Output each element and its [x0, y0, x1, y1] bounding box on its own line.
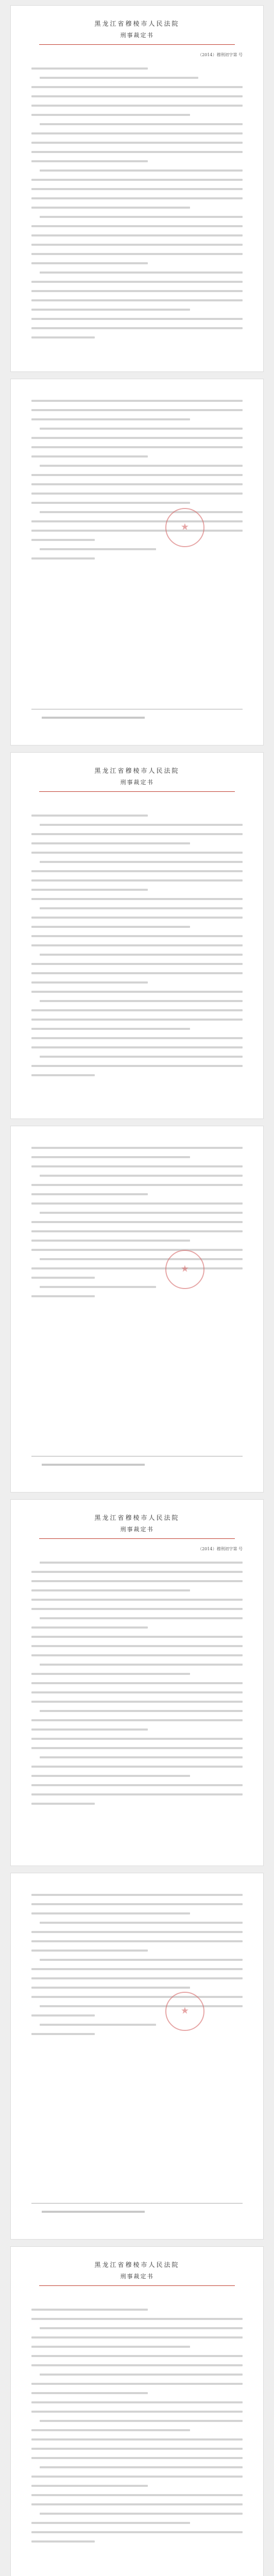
header-rule: [39, 44, 235, 45]
page-5: [10, 1499, 264, 1866]
page-6: [10, 1873, 264, 2240]
page-4: [10, 1126, 264, 1493]
body-text-block: [31, 1894, 243, 2042]
body-text-block: [31, 2309, 243, 2550]
court-heading: 黑龙江省穆棱市人民法院: [94, 2261, 180, 2268]
court-seal: [165, 1250, 204, 1289]
footer-note: [42, 2211, 145, 2213]
header-rule: [39, 1538, 235, 1539]
header-rule: [39, 2285, 235, 2286]
page-1: [10, 5, 264, 372]
page-2: [10, 379, 264, 745]
body-text-block: [31, 1562, 243, 1812]
document-type: 刑事裁定书: [120, 779, 154, 786]
page-3: [10, 752, 264, 1119]
body-text-block: [31, 67, 243, 346]
document-type: 刑事裁定书: [120, 2273, 154, 2280]
court-heading: 黑龙江省穆棱市人民法院: [94, 767, 180, 774]
body-text-block: [31, 815, 243, 1083]
body-text-block: [31, 1147, 243, 1304]
page-7: [10, 2246, 264, 2576]
case-number: （2014）穆刑初字第 号: [198, 53, 243, 57]
footer-note: [42, 1464, 145, 1466]
header-rule: [39, 791, 235, 792]
court-heading: 黑龙江省穆棱市人民法院: [94, 1514, 180, 1521]
footer-note: [42, 717, 145, 719]
footer-rule: [31, 2203, 243, 2204]
court-heading: 黑龙江省穆棱市人民法院: [94, 20, 180, 27]
case-number: （2014）穆刑初字第 号: [198, 1547, 243, 1551]
document-type: 刑事裁定书: [120, 32, 154, 39]
document-type: 刑事裁定书: [120, 1526, 154, 1533]
court-seal: [165, 1992, 204, 2031]
body-text-block: [31, 400, 243, 567]
court-seal: [165, 508, 204, 547]
